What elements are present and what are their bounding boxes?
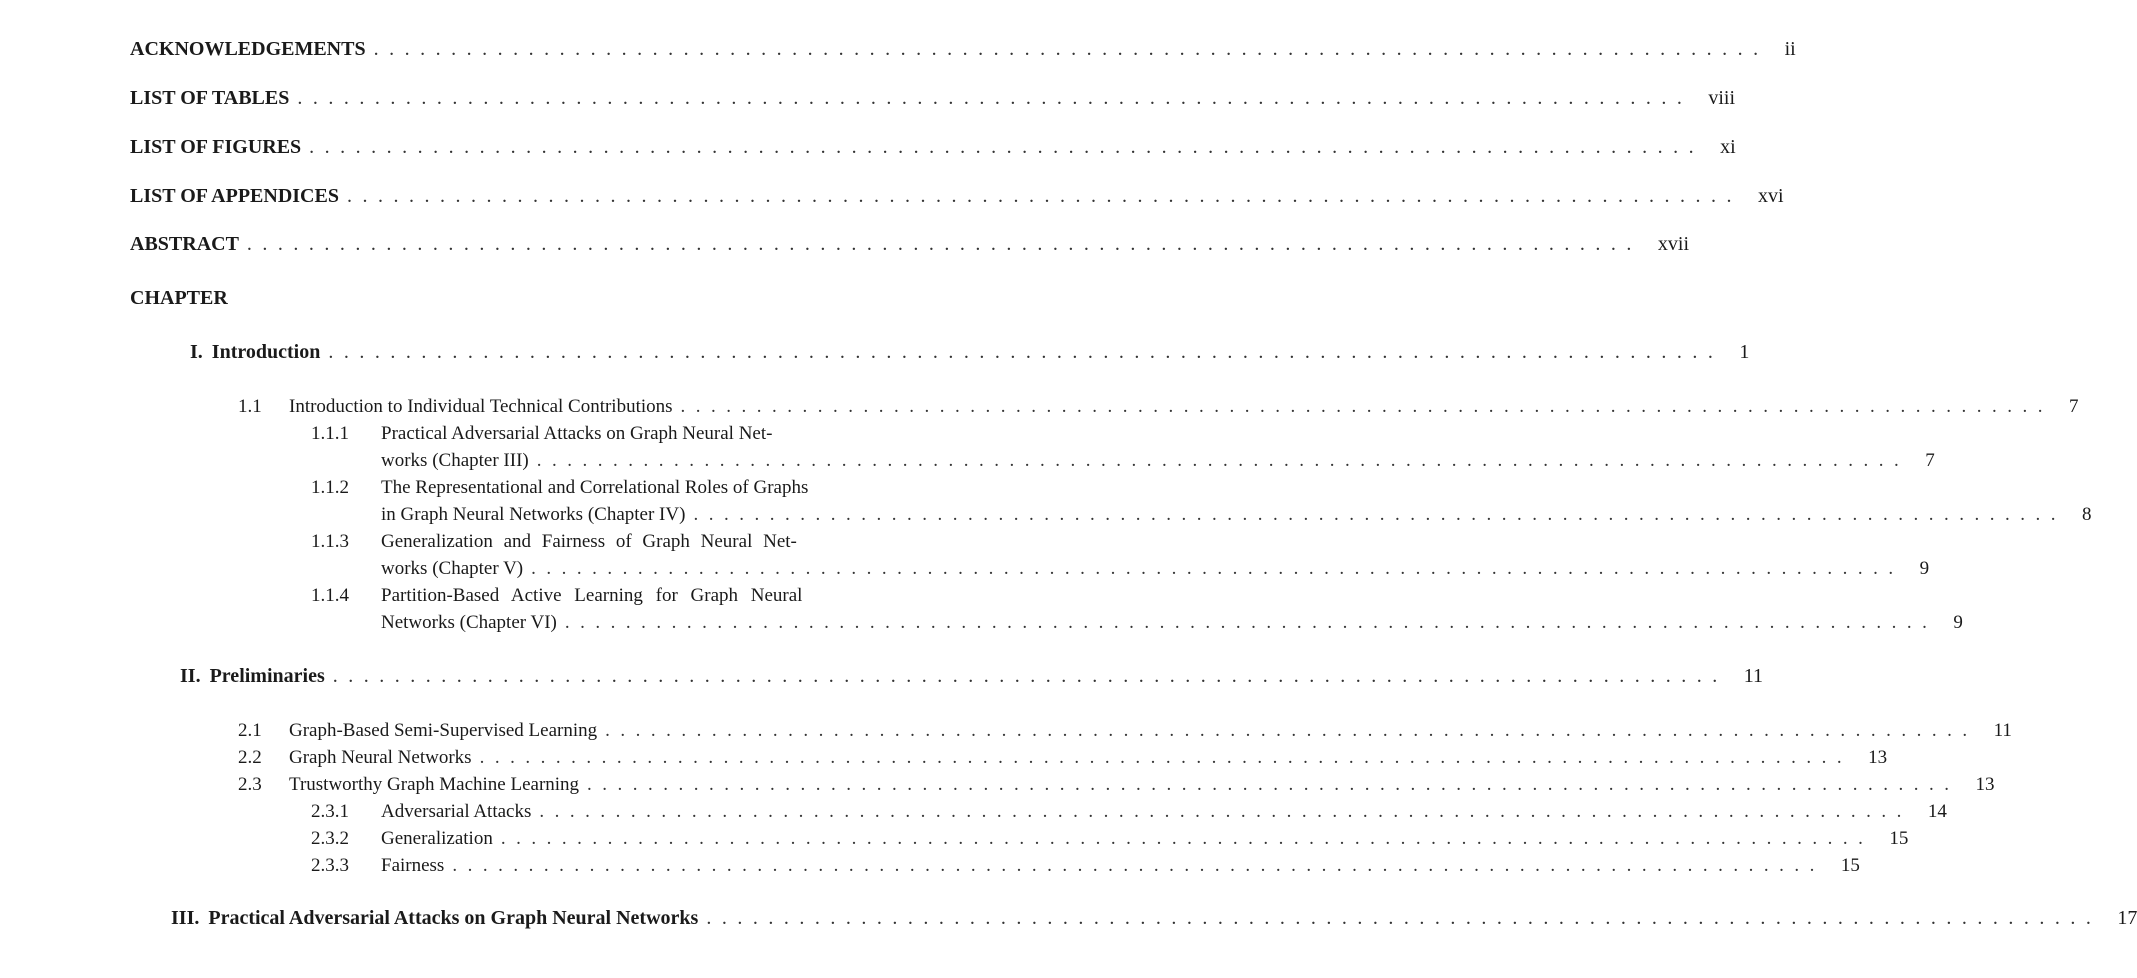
dot-leader: .......................................................................................... [500, 828, 1874, 849]
subsection-title-line2: Networks (Chapter VI) [381, 612, 557, 633]
section-number: 2.1 [238, 720, 262, 741]
dot-leader: .......................................................................................... [346, 185, 1742, 207]
toc-entry-acknowledgements[interactable] [130, 38, 1796, 61]
toc-section-2-1[interactable] [238, 720, 2012, 742]
subsection-title-line1: Generalization and Fairness of Graph Neural Net- [381, 531, 797, 552]
toc-subsection-1-1-3-cont[interactable] [381, 558, 1930, 580]
subsection-title: Adversarial Attacks [381, 801, 532, 822]
toc-chapter-1[interactable] [190, 341, 1750, 364]
subsection-page: 9 [1953, 612, 1963, 633]
toc-entry-title: ABSTRACT [130, 233, 239, 255]
dot-leader: .......................................................................................... [373, 38, 1769, 60]
section-number: 1.1 [238, 396, 262, 417]
dot-leader: .......................................................................................... [706, 907, 2102, 929]
dot-leader: .......................................................................................... [539, 801, 1912, 822]
subsection-title-line2: in Graph Neural Networks (Chapter IV) [381, 504, 686, 525]
chapter-title: Introduction [211, 341, 321, 363]
toc-subsection-1-1-4[interactable] [311, 585, 881, 607]
section-number: 2.2 [238, 747, 262, 768]
dot-leader: .......................................................................................... [246, 233, 1642, 255]
subsection-page: 15 [1840, 855, 1860, 876]
chapter-page: 11 [1743, 665, 1763, 687]
toc-entry-abstract[interactable] [130, 233, 1690, 256]
toc-entry-title: ACKNOWLEDGEMENTS [130, 38, 366, 60]
section-page: 7 [2069, 396, 2079, 417]
dot-leader: .......................................................................................... [536, 450, 1910, 471]
chapter-number: II. [180, 665, 201, 687]
subsection-page: 14 [1927, 801, 1947, 822]
section-page: 11 [1993, 720, 2012, 741]
dot-leader: .......................................................................................... [605, 720, 1978, 741]
dot-leader: .......................................................................................... [332, 665, 1728, 687]
toc-section-2-3[interactable] [238, 774, 1995, 796]
toc-subsection-2-3-2[interactable] [311, 828, 1909, 850]
section-number: 2.3 [238, 774, 262, 795]
subsection-page: 15 [1889, 828, 1909, 849]
toc-section-1-1[interactable] [238, 396, 2079, 418]
dot-leader: .......................................................................................... [479, 747, 1853, 768]
toc-entry-list-of-figures[interactable] [130, 136, 1736, 159]
toc-entry-list-of-appendices[interactable] [130, 185, 1784, 208]
toc-subsection-1-1-4-cont[interactable] [381, 612, 1963, 634]
toc-subsection-1-1-2[interactable] [311, 477, 911, 499]
subsection-title: Fairness [381, 855, 445, 876]
toc-entry-title: LIST OF FIGURES [130, 136, 302, 158]
subsection-page: 8 [2081, 504, 2092, 525]
chapter-page: 1 [1739, 341, 1750, 363]
dot-leader: .......................................................................................... [452, 855, 1825, 876]
chapter-page: 17 [2117, 907, 2137, 929]
toc-chapter-3[interactable] [171, 907, 2137, 930]
toc-entry-page: ii [1784, 38, 1796, 60]
toc-subsection-2-3-1[interactable] [311, 801, 1947, 823]
chapter-title: Practical Adversarial Attacks on Graph Neural Networks [208, 907, 699, 929]
toc-entry-title: LIST OF TABLES [130, 87, 290, 109]
toc-subsection-1-1-3[interactable] [311, 531, 881, 553]
toc-entry-title: LIST OF APPENDICES [130, 185, 339, 207]
subsection-number: 1.1.1 [311, 423, 349, 444]
toc-entry-page: xvii [1657, 233, 1690, 255]
section-title: Graph Neural Networks [289, 747, 472, 768]
chapter-number: III. [171, 907, 200, 929]
subsection-title: Generalization [381, 828, 493, 849]
chapter-title: Preliminaries [209, 665, 325, 687]
dot-leader: .......................................................................................... [309, 136, 1705, 158]
chapter-heading: CHAPTER [130, 287, 228, 309]
subsection-number: 2.3.2 [311, 828, 349, 849]
dot-leader: .......................................................................................... [680, 396, 2054, 417]
dot-leader: .......................................................................................... [587, 774, 1960, 795]
subsection-title-line1: The Representational and Correlational Roles of Graphs [381, 477, 809, 498]
subsection-number: 2.3.3 [311, 855, 349, 876]
toc-entry-page: viii [1708, 87, 1736, 109]
subsection-number: 2.3.1 [311, 801, 349, 822]
section-title: Graph-Based Semi-Supervised Learning [289, 720, 598, 741]
subsection-title-line1: Practical Adversarial Attacks on Graph Neural Net- [381, 423, 773, 444]
subsection-page: 9 [1919, 558, 1930, 579]
toc-entry-page: xi [1720, 136, 1736, 158]
dot-leader: .......................................................................................... [297, 87, 1693, 109]
toc-entry-page: xvi [1757, 185, 1784, 207]
section-page: 13 [1868, 747, 1888, 768]
dot-leader: .......................................................................................... [693, 504, 2066, 525]
section-title: Introduction to Individual Technical Contributions [289, 396, 673, 417]
toc-subsection-1-1-1[interactable] [311, 423, 881, 445]
subsection-title-line1: Partition-Based Active Learning for Graph Neural [381, 585, 803, 606]
dot-leader: .......................................................................................... [564, 612, 1938, 633]
section-title: Trustworthy Graph Machine Learning [289, 774, 580, 795]
subsection-title-line2: works (Chapter III) [381, 450, 529, 471]
subsection-number: 1.1.3 [311, 531, 349, 552]
toc-chapter-2[interactable] [180, 665, 1763, 688]
subsection-page: 7 [1925, 450, 1935, 471]
dot-leader: .......................................................................................... [531, 558, 1904, 579]
toc-subsection-2-3-3[interactable] [311, 855, 1860, 877]
section-page: 13 [1975, 774, 1995, 795]
dot-leader: .......................................................................................... [328, 341, 1724, 363]
toc-entry-list-of-tables[interactable] [130, 87, 1736, 110]
chapter-number: I. [190, 341, 203, 363]
subsection-number: 1.1.2 [311, 477, 349, 498]
toc-subsection-1-1-2-cont[interactable] [381, 504, 2092, 526]
subsection-title-line2: works (Chapter V) [381, 558, 524, 579]
subsection-number: 1.1.4 [311, 585, 349, 606]
toc-section-2-2[interactable] [238, 747, 1888, 769]
toc-subsection-1-1-1-cont[interactable] [381, 450, 1935, 472]
